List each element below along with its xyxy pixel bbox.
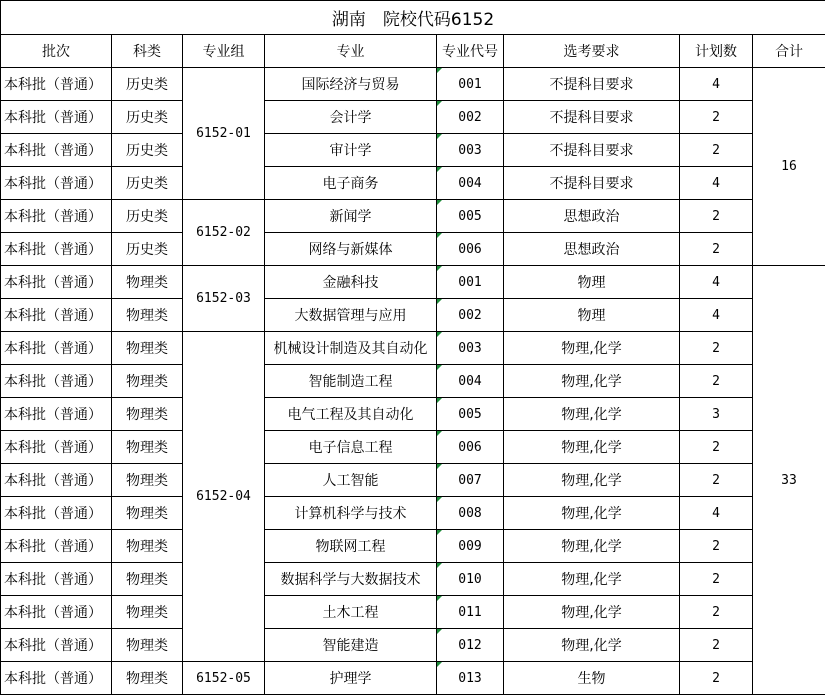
code-text: 002 xyxy=(458,110,481,125)
group-cell: 6152-01 xyxy=(183,68,265,200)
code-cell xyxy=(437,530,504,563)
batch-cell: 本科批（普通） xyxy=(1,233,112,266)
cell-marker-icon xyxy=(437,200,442,205)
cell-marker-icon xyxy=(437,332,442,337)
batch-cell: 本科批（普通） xyxy=(1,464,112,497)
table-row xyxy=(1,266,825,299)
cell-marker-icon xyxy=(437,596,442,601)
code-cell xyxy=(437,662,504,695)
header-group: 专业组 xyxy=(183,35,265,68)
table-row xyxy=(1,332,825,365)
group-cell: 6152-05 xyxy=(183,662,265,695)
batch-cell: 本科批（普通） xyxy=(1,398,112,431)
requirement-cell: 物理,化学 xyxy=(504,398,680,431)
major-cell: 土木工程 xyxy=(265,596,437,629)
code-text: 004 xyxy=(458,176,481,191)
batch-cell: 本科批（普通） xyxy=(1,497,112,530)
requirement-cell: 不提科目要求 xyxy=(504,134,680,167)
cell-marker-icon xyxy=(437,464,442,469)
major-cell: 智能制造工程 xyxy=(265,365,437,398)
table-row xyxy=(1,431,825,464)
plan-cell: 2 xyxy=(680,431,753,464)
table-row xyxy=(1,596,825,629)
plan-cell: 4 xyxy=(680,68,753,101)
plan-cell: 2 xyxy=(680,662,753,695)
group-cell: 6152-02 xyxy=(183,200,265,266)
table-row xyxy=(1,662,825,695)
batch-cell: 本科批（普通） xyxy=(1,596,112,629)
major-cell: 电子商务 xyxy=(265,167,437,200)
code-text: 009 xyxy=(458,539,481,554)
category-cell: 历史类 xyxy=(112,200,183,233)
code-text: 005 xyxy=(458,209,481,224)
category-cell: 历史类 xyxy=(112,167,183,200)
code-cell xyxy=(437,68,504,101)
table-row xyxy=(1,563,825,596)
category-cell: 物理类 xyxy=(112,365,183,398)
code-text: 007 xyxy=(458,473,481,488)
category-cell: 物理类 xyxy=(112,431,183,464)
plan-cell: 4 xyxy=(680,299,753,332)
major-cell: 网络与新媒体 xyxy=(265,233,437,266)
batch-cell: 本科批（普通） xyxy=(1,332,112,365)
plan-cell: 2 xyxy=(680,200,753,233)
requirement-cell: 不提科目要求 xyxy=(504,167,680,200)
category-cell: 物理类 xyxy=(112,398,183,431)
batch-cell: 本科批（普通） xyxy=(1,365,112,398)
table-row xyxy=(1,464,825,497)
table-row xyxy=(1,365,825,398)
plan-cell: 2 xyxy=(680,563,753,596)
category-cell: 物理类 xyxy=(112,629,183,662)
table-row xyxy=(1,629,825,662)
code-cell xyxy=(437,464,504,497)
batch-cell: 本科批（普通） xyxy=(1,134,112,167)
plan-cell: 2 xyxy=(680,464,753,497)
cell-marker-icon xyxy=(437,497,442,502)
cell-marker-icon xyxy=(437,530,442,535)
requirement-cell: 思想政治 xyxy=(504,200,680,233)
plan-cell: 4 xyxy=(680,497,753,530)
requirement-cell: 物理,化学 xyxy=(504,332,680,365)
requirement-cell: 不提科目要求 xyxy=(504,101,680,134)
requirement-cell: 不提科目要求 xyxy=(504,68,680,101)
requirement-cell: 物理,化学 xyxy=(504,563,680,596)
category-cell: 物理类 xyxy=(112,596,183,629)
major-cell: 新闻学 xyxy=(265,200,437,233)
category-cell: 物理类 xyxy=(112,563,183,596)
category-cell: 物理类 xyxy=(112,299,183,332)
category-cell: 历史类 xyxy=(112,134,183,167)
cell-marker-icon xyxy=(437,266,442,271)
category-cell: 历史类 xyxy=(112,101,183,134)
header-category: 科类 xyxy=(112,35,183,68)
batch-cell: 本科批（普通） xyxy=(1,431,112,464)
major-cell: 大数据管理与应用 xyxy=(265,299,437,332)
code-cell xyxy=(437,134,504,167)
table-row xyxy=(1,530,825,563)
requirement-cell: 思想政治 xyxy=(504,233,680,266)
table-row xyxy=(1,299,825,332)
category-cell: 物理类 xyxy=(112,530,183,563)
code-cell xyxy=(437,332,504,365)
code-cell xyxy=(437,596,504,629)
requirement-cell: 物理,化学 xyxy=(504,365,680,398)
batch-cell: 本科批（普通） xyxy=(1,266,112,299)
code-cell xyxy=(437,299,504,332)
major-cell: 护理学 xyxy=(265,662,437,695)
code-cell xyxy=(437,101,504,134)
major-cell: 审计学 xyxy=(265,134,437,167)
requirement-cell: 物理 xyxy=(504,266,680,299)
code-cell xyxy=(437,398,504,431)
major-cell: 国际经济与贸易 xyxy=(265,68,437,101)
code-text: 005 xyxy=(458,407,481,422)
batch-cell: 本科批（普通） xyxy=(1,563,112,596)
cell-marker-icon xyxy=(437,563,442,568)
batch-cell: 本科批（普通） xyxy=(1,101,112,134)
requirement-cell: 物理,化学 xyxy=(504,596,680,629)
cell-marker-icon xyxy=(437,101,442,106)
code-text: 008 xyxy=(458,506,481,521)
cell-marker-icon xyxy=(437,68,442,73)
category-cell: 物理类 xyxy=(112,332,183,365)
code-text: 003 xyxy=(458,143,481,158)
batch-cell: 本科批（普通） xyxy=(1,299,112,332)
header-plan: 计划数 xyxy=(680,35,753,68)
code-text: 006 xyxy=(458,242,481,257)
major-cell: 电子信息工程 xyxy=(265,431,437,464)
cell-marker-icon xyxy=(437,662,442,667)
plan-cell: 2 xyxy=(680,233,753,266)
major-cell: 数据科学与大数据技术 xyxy=(265,563,437,596)
code-cell xyxy=(437,167,504,200)
total-cell: 33 xyxy=(753,266,825,695)
header-code: 专业代号 xyxy=(437,35,504,68)
code-text: 001 xyxy=(458,77,481,92)
code-text: 012 xyxy=(458,638,481,653)
code-text: 004 xyxy=(458,374,481,389)
cell-marker-icon xyxy=(437,167,442,172)
plan-cell: 2 xyxy=(680,101,753,134)
plan-cell: 2 xyxy=(680,134,753,167)
code-text: 002 xyxy=(458,308,481,323)
requirement-cell: 物理,化学 xyxy=(504,629,680,662)
major-cell: 电气工程及其自动化 xyxy=(265,398,437,431)
total-cell: 16 xyxy=(753,68,825,266)
category-cell: 物理类 xyxy=(112,662,183,695)
batch-cell: 本科批（普通） xyxy=(1,629,112,662)
code-cell xyxy=(437,233,504,266)
plan-cell: 2 xyxy=(680,530,753,563)
plan-cell: 4 xyxy=(680,167,753,200)
plan-cell: 2 xyxy=(680,596,753,629)
cell-marker-icon xyxy=(437,431,442,436)
major-cell: 计算机科学与技术 xyxy=(265,497,437,530)
major-cell: 金融科技 xyxy=(265,266,437,299)
major-cell: 物联网工程 xyxy=(265,530,437,563)
cell-marker-icon xyxy=(437,629,442,634)
requirement-cell: 物理,化学 xyxy=(504,431,680,464)
code-cell xyxy=(437,431,504,464)
table-row xyxy=(1,233,825,266)
code-cell xyxy=(437,200,504,233)
plan-cell: 2 xyxy=(680,629,753,662)
header-total: 合计 xyxy=(753,35,825,68)
table-row xyxy=(1,200,825,233)
plan-cell: 2 xyxy=(680,332,753,365)
code-text: 010 xyxy=(458,572,481,587)
cell-marker-icon xyxy=(437,134,442,139)
table-row xyxy=(1,167,825,200)
cell-marker-icon xyxy=(437,365,442,370)
major-cell: 会计学 xyxy=(265,101,437,134)
table-row xyxy=(1,68,825,101)
code-text: 003 xyxy=(458,341,481,356)
batch-cell: 本科批（普通） xyxy=(1,200,112,233)
header-requirement: 选考要求 xyxy=(504,35,680,68)
plan-cell: 2 xyxy=(680,365,753,398)
header-row xyxy=(1,35,825,68)
category-cell: 物理类 xyxy=(112,464,183,497)
category-cell: 历史类 xyxy=(112,233,183,266)
category-cell: 历史类 xyxy=(112,68,183,101)
requirement-cell: 物理,化学 xyxy=(504,497,680,530)
requirement-cell: 物理 xyxy=(504,299,680,332)
major-cell: 智能建造 xyxy=(265,629,437,662)
cell-marker-icon xyxy=(437,299,442,304)
batch-cell: 本科批（普通） xyxy=(1,530,112,563)
requirement-cell: 物理,化学 xyxy=(504,530,680,563)
header-batch: 批次 xyxy=(1,35,112,68)
batch-cell: 本科批（普通） xyxy=(1,662,112,695)
code-cell xyxy=(437,497,504,530)
code-cell xyxy=(437,629,504,662)
code-text: 001 xyxy=(458,275,481,290)
code-cell xyxy=(437,266,504,299)
header-major: 专业 xyxy=(265,35,437,68)
major-cell: 人工智能 xyxy=(265,464,437,497)
major-cell: 机械设计制造及其自动化 xyxy=(265,332,437,365)
title-row xyxy=(1,1,825,35)
cell-marker-icon xyxy=(437,233,442,238)
code-cell xyxy=(437,563,504,596)
category-cell: 物理类 xyxy=(112,266,183,299)
group-cell: 6152-04 xyxy=(183,332,265,662)
code-text: 013 xyxy=(458,671,481,686)
requirement-cell: 物理,化学 xyxy=(504,464,680,497)
table-row xyxy=(1,101,825,134)
group-cell: 6152-03 xyxy=(183,266,265,332)
table-row xyxy=(1,134,825,167)
plan-cell: 4 xyxy=(680,266,753,299)
code-text: 006 xyxy=(458,440,481,455)
requirement-cell: 生物 xyxy=(504,662,680,695)
table-row xyxy=(1,497,825,530)
batch-cell: 本科批（普通） xyxy=(1,68,112,101)
code-cell xyxy=(437,365,504,398)
table-row xyxy=(1,398,825,431)
cell-marker-icon xyxy=(437,398,442,403)
category-cell: 物理类 xyxy=(112,497,183,530)
table-title: 湖南 院校代码6152 xyxy=(1,1,825,35)
batch-cell: 本科批（普通） xyxy=(1,167,112,200)
code-text: 011 xyxy=(458,605,481,620)
plan-cell: 3 xyxy=(680,398,753,431)
